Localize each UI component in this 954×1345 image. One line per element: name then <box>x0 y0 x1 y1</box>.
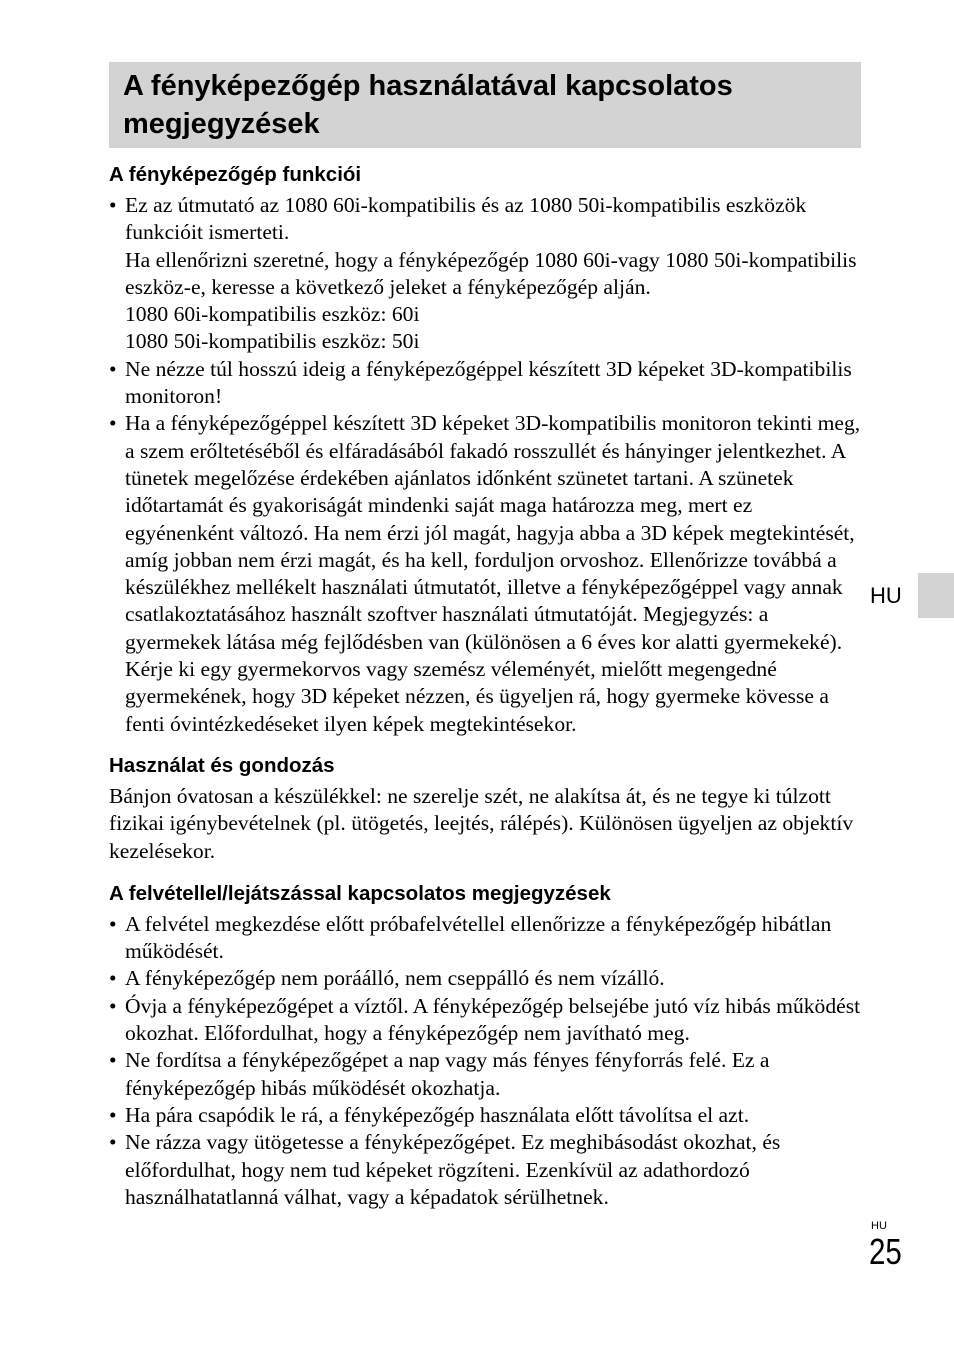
usage-care-paragraph: Bánjon óvatosan a készülékkel: ne szerelje szét, ne alakítsa át, és ne tegye ki túlzott fizikai igénybevételnek (pl. ütögetés, leejtés, rálépés). Különösen ügyeljen az objektív kezelésekor. <box>109 783 854 863</box>
bullet-text: • Ne nézze túl hosszú ideig a fényképezőgéppel készített 3D képeket 3D-kompatibilis monitoron! <box>125 356 852 409</box>
section-heading-recording-playback: A felvétellel/lejátszással kapcsolatos megjegyzések <box>109 881 611 905</box>
language-label: HU <box>870 583 902 608</box>
bullet-text: • Ne fordítsa a fényképezőgépet a nap vagy más fényes fényforrás felé. Ez a fényképezőgép hibás működését okozhatja. <box>125 1048 770 1100</box>
language-side-tab <box>918 573 954 618</box>
section-heading-functions: A fényképezőgép funkciói <box>109 163 362 186</box>
bullet-text: Kérje ki egy gyermekorvos vagy szemész véleményét, mielőtt megengedné gyermekének, hogy 3D képeket nézzen, és ügyeljen rá, hogy gyermeke kövesse a fenti óvintézkedéseket ilyen képek megtekintésekor. <box>125 657 829 736</box>
list-item <box>109 911 861 966</box>
list-item <box>109 1129 861 1211</box>
list-item <box>109 965 861 992</box>
page-number: 25 <box>869 1231 902 1272</box>
list-item <box>109 410 861 738</box>
bullet-text: • A felvétel megkezdése előtt próbafelvétellel ellenőrizze a fényképezőgép hibátlan működését. <box>125 911 832 964</box>
list-item <box>109 192 861 356</box>
main-content <box>109 160 861 1211</box>
list-item <box>109 356 861 411</box>
title-banner <box>109 62 861 148</box>
bullet-text: • Ez az útmutató az 1080 60i-kompatibilis és az 1080 50i-kompatibilis eszközök funkcióit ismerteti. <box>125 193 807 245</box>
bullet-text: Ha ellenőrizni szeretné, hogy a fényképezőgép 1080 60i-vagy 1080 50i-kompatibilis eszköz-e, keresse a következő jeleket a fényképezőgép alján. <box>125 247 857 299</box>
bullet-text: 1080 50i-kompatibilis eszköz: 50i <box>125 329 420 354</box>
bullet-text: • Óvja a fényképezőgépet a víztől. A fényképezőgép belsejébe jutó víz hibás működést okozhat. Előfordulhat, hogy a fényképezőgép nem javítható meg. <box>125 993 861 1046</box>
bullet-text: • Ne rázza vagy ütögetesse a fényképezőgépet. Ez meghibásodást okozhat, és előfordulhat, hogy nem tud képeket rögzíteni. Ezenkívül az adathordozó használhatatlanná válhat, vagy a képadatok sérülhetnek. <box>125 1130 781 1209</box>
list-item <box>109 1102 861 1129</box>
bullet-text: • A fényképezőgép nem poráálló, nem cseppálló és nem vízálló. <box>125 966 665 991</box>
bullet-text: 1080 60i-kompatibilis eszköz: 60i <box>125 302 420 327</box>
footer-language: HU <box>871 1220 887 1232</box>
bullet-text: • Ha pára csapódik le rá, a fényképezőgép használata előtt távolítsa el azt. <box>125 1102 750 1127</box>
bullet-text: • Ha a fényképezőgéppel készített 3D képeket 3D-kompatibilis monitoron tekinti meg, a szem erőltetéséből és elfáradásából fakadó rosszullét és hányinger jelentkezhet. A tünetek megelőzése érdekében ajánlatos időnként szünetet tartani. A szünetek időtartamát és gyakoriságát mindenki saját maga határozza meg, mert ez egyénenként változó. Ha nem érzi jól magát, hagyja abba a 3D képek megtekintését, amíg jobban nem érzi magát, és ha kell, forduljon orvoshoz. Ellenőrizze továbbá a készülékhez mellékelt használati útmutatót, illetve a fényképezőgéppel vagy annak csatlakoztatásához használt szoftver használati útmutatóját. Megjegyzés: a gyermekek látása még fejlődésben van (különösen a 6 éves kor alatti gyermekeké). <box>125 411 861 654</box>
list-item <box>109 993 861 1048</box>
functions-list <box>109 192 861 738</box>
page-title: A fényképezőgép használatával kapcsolatos megjegyzések <box>123 70 733 140</box>
recording-playback-list <box>109 911 861 1211</box>
list-item <box>109 1047 861 1102</box>
section-heading-usage-care: Használat és gondozás <box>109 753 335 777</box>
